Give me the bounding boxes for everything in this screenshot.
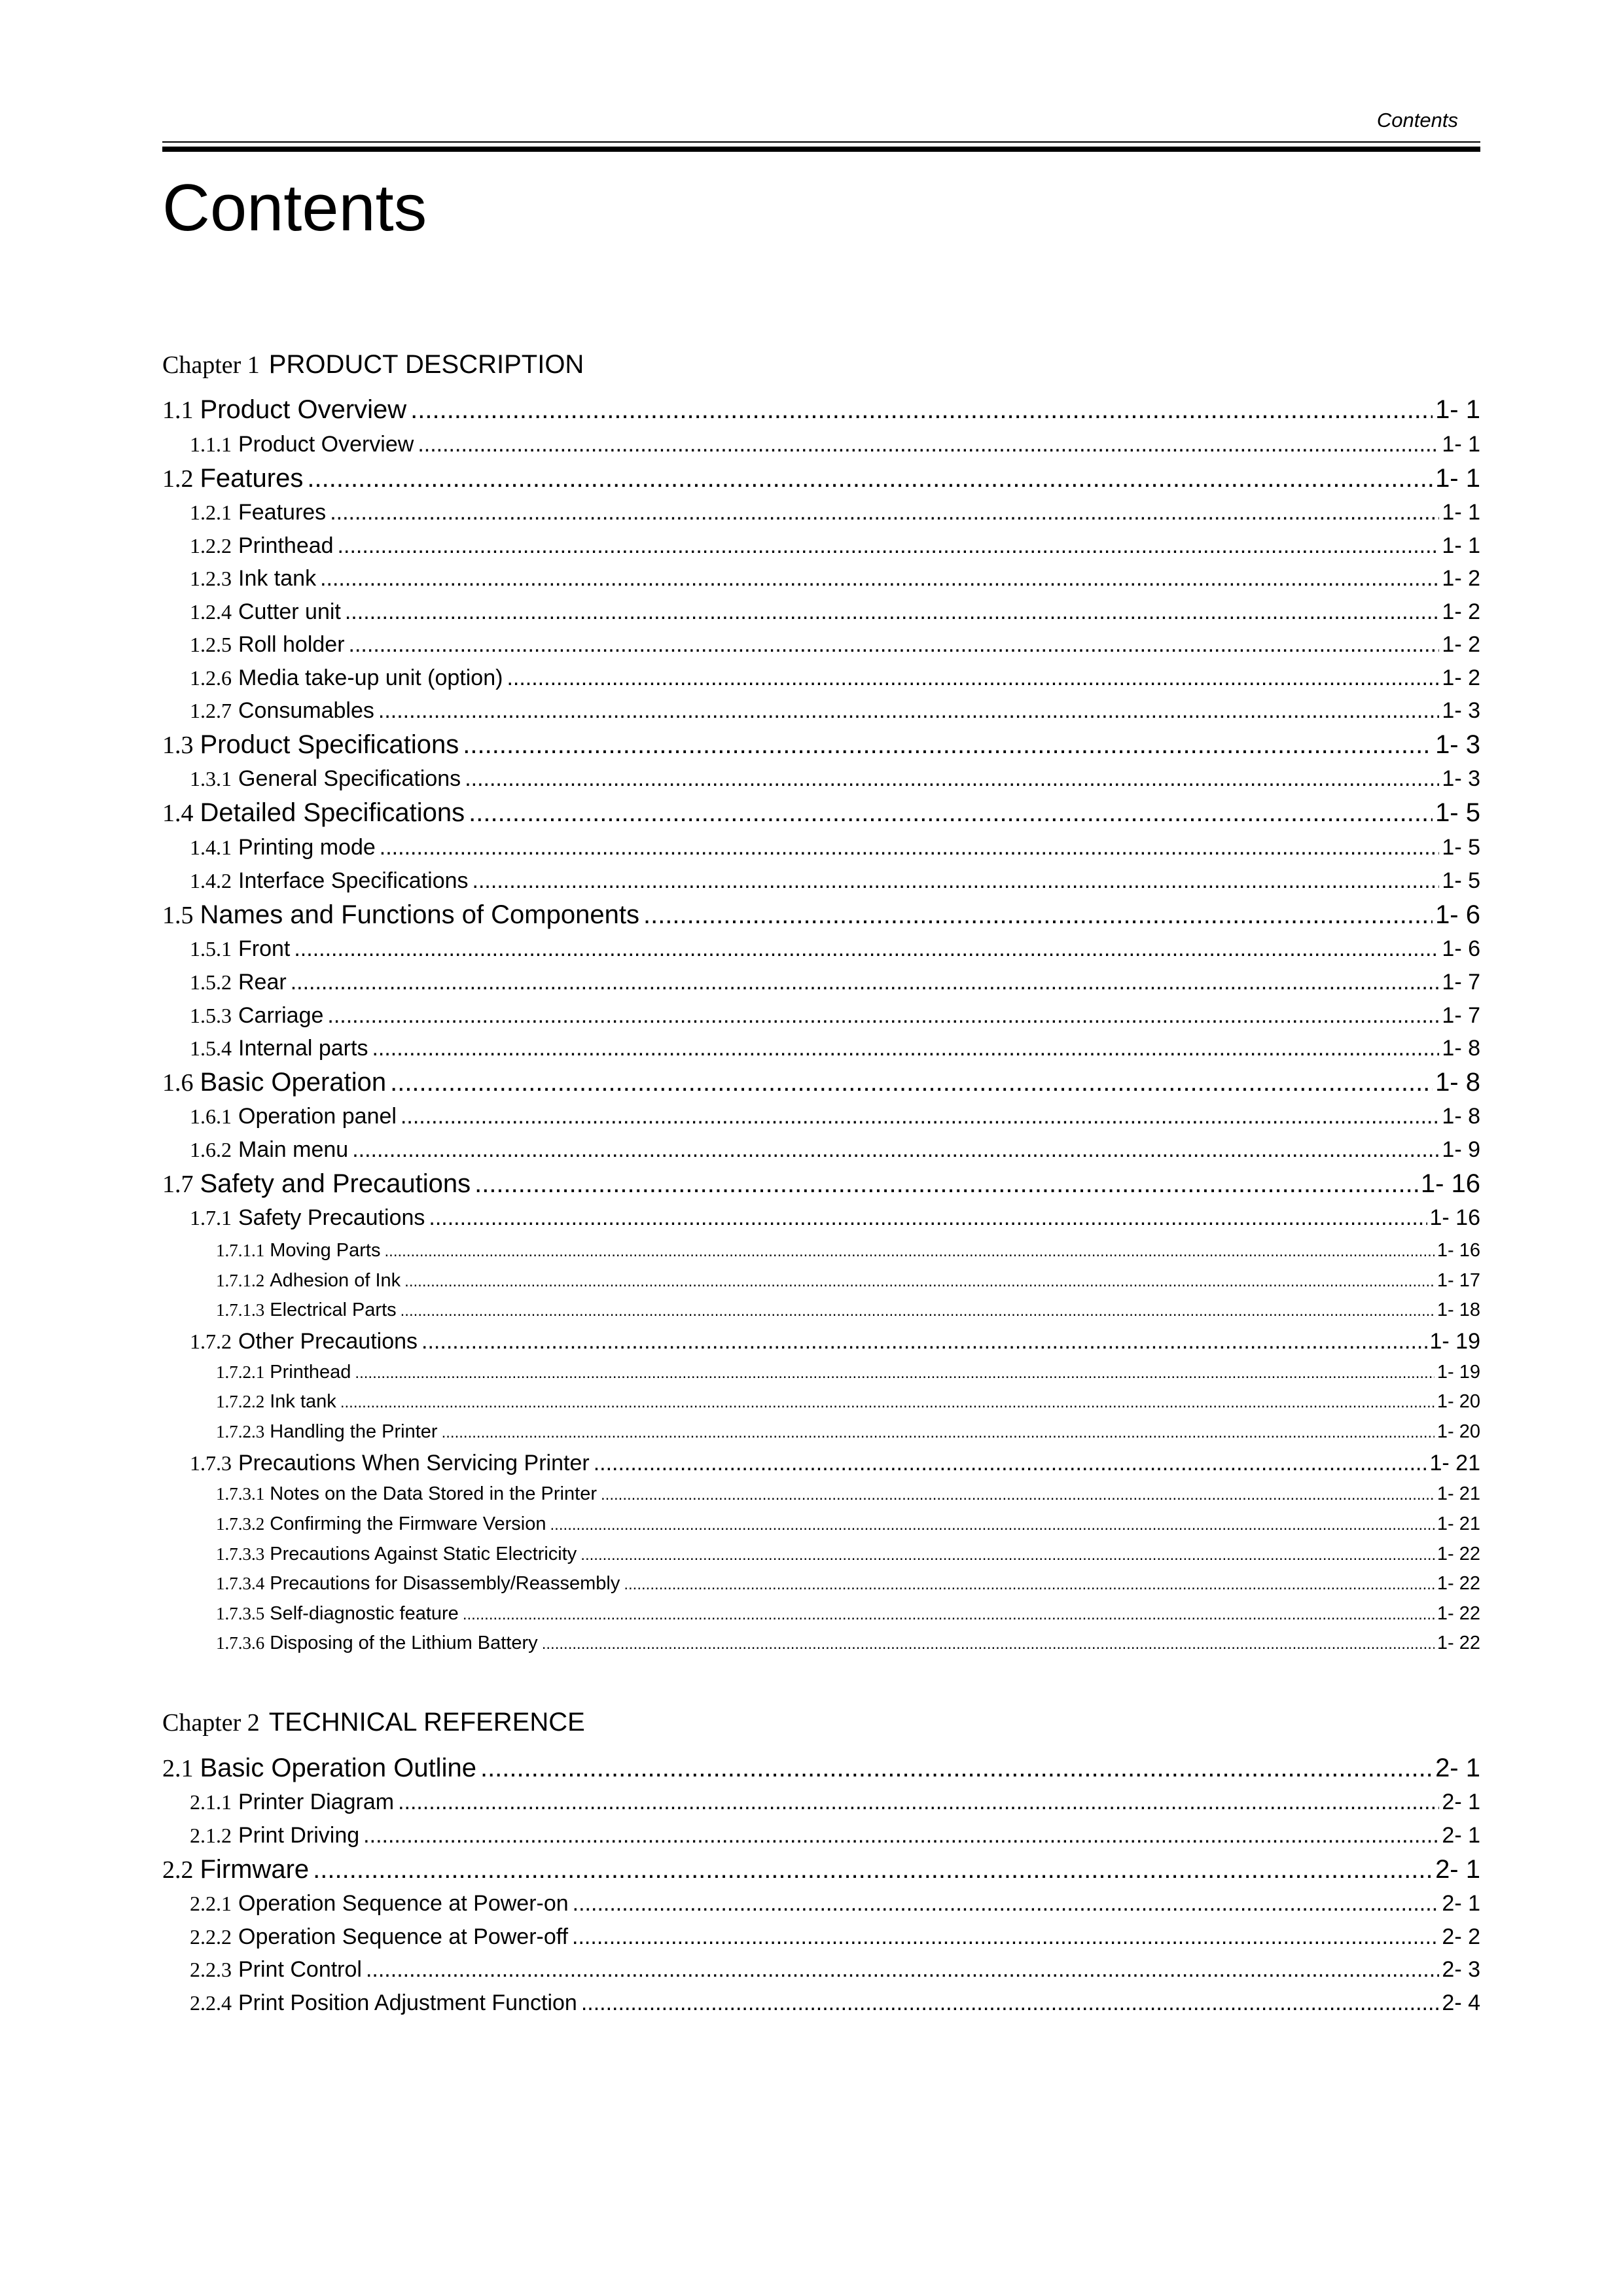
toc-entry[interactable] <box>162 868 1480 894</box>
dot-leader <box>398 1790 1439 1815</box>
entry-number: 1.2.4 <box>190 600 232 624</box>
entry-page: 1- 2 <box>1442 599 1480 624</box>
entry-title: Front <box>238 936 291 961</box>
entry-page: 1- 1 <box>1435 395 1480 424</box>
entry-number: 1.2.2 <box>190 534 232 557</box>
toc-entry[interactable] <box>162 1483 1480 1505</box>
entry-number: 1.7.3.1 <box>216 1484 265 1504</box>
entry-page: 1- 16 <box>1420 1169 1480 1198</box>
header-rule-thin <box>162 141 1480 143</box>
dot-leader <box>327 1003 1439 1029</box>
entry-number: 1.7.2.1 <box>216 1362 265 1382</box>
toc-entry[interactable] <box>162 1754 1480 1783</box>
entry-title: Safety Precautions <box>238 1205 425 1230</box>
entry-page: 1- 6 <box>1442 936 1480 961</box>
toc-entry[interactable] <box>162 1855 1480 1884</box>
entry-title: Printer Diagram <box>238 1790 395 1814</box>
dot-leader <box>294 936 1439 962</box>
entry-number: 1.7.3.3 <box>216 1544 265 1564</box>
dot-leader <box>573 1891 1440 1916</box>
entry-number: 2.2.4 <box>190 1991 232 2015</box>
entry-title: Printhead <box>270 1362 351 1383</box>
toc-entry[interactable] <box>162 1544 1480 1565</box>
entry-title: Detailed Specifications <box>200 798 465 827</box>
entry-title: Ink tank <box>270 1391 336 1412</box>
entry-number: 1.3.1 <box>190 767 232 790</box>
chapter-title: TECHNICAL REFERENCE <box>268 1708 585 1737</box>
toc-entry[interactable] <box>162 432 1480 457</box>
dot-leader <box>507 665 1439 691</box>
entry-page: 2- 4 <box>1442 1990 1480 2015</box>
chapter-heading <box>162 350 584 380</box>
dot-leader <box>572 1924 1439 1950</box>
dot-leader <box>366 1957 1439 1983</box>
dot-leader <box>320 566 1439 592</box>
toc-entry[interactable] <box>162 730 1480 760</box>
entry-number: 1.7.2 <box>190 1330 232 1353</box>
toc-entry[interactable] <box>162 1036 1480 1061</box>
dot-leader <box>401 1302 1435 1320</box>
dot-leader <box>480 1754 1433 1783</box>
entry-title: Print Control <box>238 1957 362 1982</box>
entry-page: 1- 2 <box>1442 632 1480 657</box>
dot-leader <box>352 1137 1439 1163</box>
entry-page: 1- 22 <box>1436 1633 1480 1653</box>
dot-leader <box>624 1576 1435 1594</box>
entry-page: 1- 16 <box>1429 1205 1480 1230</box>
toc-entry[interactable] <box>162 464 1480 493</box>
toc-entry[interactable] <box>162 1391 1480 1413</box>
entry-number: 1.7.3.2 <box>216 1514 265 1534</box>
entry-title: Internal parts <box>238 1036 368 1061</box>
dot-leader <box>418 432 1439 457</box>
entry-number: 1.6.2 <box>190 1138 232 1161</box>
entry-page: 2- 1 <box>1442 1790 1480 1814</box>
toc-entry[interactable] <box>162 698 1480 724</box>
dot-leader <box>594 1451 1427 1476</box>
toc-entry[interactable] <box>162 1104 1480 1129</box>
dot-leader <box>355 1364 1434 1383</box>
entry-page: 2- 1 <box>1442 1891 1480 1916</box>
dot-leader <box>473 868 1440 894</box>
entry-title: Rear <box>238 970 287 995</box>
dot-leader <box>380 835 1440 860</box>
entry-number: 1.5.4 <box>190 1036 232 1060</box>
dot-leader <box>291 970 1440 995</box>
dot-leader <box>340 1394 1435 1412</box>
dot-leader <box>442 1424 1435 1442</box>
dot-leader <box>313 1855 1433 1884</box>
entry-title: Precautions Against Static Electricity <box>270 1544 577 1564</box>
entry-page: 1- 19 <box>1436 1362 1480 1383</box>
chapter-title: PRODUCT DESCRIPTION <box>268 350 584 379</box>
toc-entry[interactable] <box>162 533 1480 559</box>
dot-leader <box>465 766 1439 792</box>
dot-leader <box>401 1104 1439 1129</box>
chapter-number: Chapter 2 <box>162 1709 260 1737</box>
entry-title: Cutter unit <box>238 599 341 624</box>
toc-entry[interactable] <box>162 1891 1480 1916</box>
toc-entry[interactable] <box>162 1299 1480 1321</box>
toc-entry[interactable] <box>162 1990 1480 2016</box>
toc-entry[interactable] <box>162 1421 1480 1443</box>
entry-title: Main menu <box>238 1137 349 1162</box>
toc-entry[interactable] <box>162 1329 1480 1354</box>
entry-title: Basic Operation <box>200 1068 387 1097</box>
dot-leader <box>429 1205 1427 1231</box>
entry-title: Confirming the Firmware Version <box>270 1513 546 1534</box>
entry-page: 1- 7 <box>1442 970 1480 995</box>
dot-leader <box>384 1243 1434 1261</box>
entry-number: 1.2.3 <box>190 567 232 590</box>
entry-page: 1- 2 <box>1442 566 1480 591</box>
entry-page: 2- 1 <box>1435 1754 1480 1782</box>
dot-leader <box>580 1546 1435 1564</box>
entry-number: 1.3 <box>162 732 194 759</box>
toc-entry[interactable] <box>162 1573 1480 1595</box>
dot-leader <box>372 1036 1439 1061</box>
toc-entry[interactable] <box>162 1513 1480 1535</box>
entry-title: Safety and Precautions <box>200 1169 471 1198</box>
dot-leader <box>474 1169 1418 1199</box>
entry-page: 1- 5 <box>1435 798 1480 827</box>
dot-leader <box>349 632 1440 658</box>
entry-number: 1.2.5 <box>190 633 232 656</box>
entry-page: 1- 22 <box>1436 1544 1480 1564</box>
toc-entry[interactable] <box>162 566 1480 592</box>
dot-leader <box>330 500 1439 525</box>
entry-page: 1- 8 <box>1442 1036 1480 1061</box>
entry-page: 2- 1 <box>1435 1855 1480 1884</box>
entry-page: 1- 21 <box>1436 1513 1480 1534</box>
entry-number: 1.5 <box>162 902 194 929</box>
toc-entry[interactable] <box>162 1003 1480 1029</box>
dot-leader <box>463 1606 1435 1624</box>
entry-title: Disposing of the Lithium Battery <box>270 1633 538 1653</box>
toc-entry[interactable] <box>162 1137 1480 1163</box>
entry-title: Handling the Printer <box>270 1421 438 1442</box>
entry-title: Operation Sequence at Power-on <box>238 1891 569 1916</box>
entry-number: 1.7 <box>162 1171 194 1198</box>
entry-title: Ink tank <box>238 566 317 591</box>
entry-title: Names and Functions of Components <box>200 900 639 929</box>
entry-page: 1- 22 <box>1436 1573 1480 1594</box>
entry-page: 1- 8 <box>1442 1104 1480 1129</box>
entry-title: Adhesion of Ink <box>270 1270 401 1291</box>
entry-number: 2.2.3 <box>190 1958 232 1981</box>
entry-number: 1.7.3 <box>190 1451 232 1475</box>
entry-page: 1- 1 <box>1442 500 1480 525</box>
toc-entry[interactable] <box>162 1169 1480 1199</box>
toc-entry[interactable] <box>162 1451 1480 1476</box>
toc-entry[interactable] <box>162 798 1480 828</box>
entry-number: 1.4 <box>162 800 194 827</box>
entry-page: 1- 2 <box>1442 665 1480 690</box>
entry-number: 1.7.2.2 <box>216 1392 265 1411</box>
entry-number: 1.4.2 <box>190 869 232 892</box>
entry-title: Other Precautions <box>238 1329 418 1354</box>
entry-number: 1.7.1 <box>190 1206 232 1229</box>
entry-page: 1- 20 <box>1436 1391 1480 1412</box>
entry-page: 1- 8 <box>1435 1068 1480 1097</box>
entry-page: 1- 1 <box>1435 464 1480 493</box>
entry-number: 1.7.3.6 <box>216 1633 265 1653</box>
toc-entry[interactable] <box>162 1068 1480 1097</box>
entry-title: Print Position Adjustment Function <box>238 1990 577 2015</box>
chapter-heading <box>162 1708 585 1737</box>
dot-leader <box>463 730 1433 760</box>
entry-title: Product Overview <box>238 432 414 457</box>
entry-title: Interface Specifications <box>238 868 469 893</box>
toc-entry[interactable] <box>162 1240 1480 1262</box>
entry-number: 1.5.1 <box>190 937 232 961</box>
entry-number: 1.7.2.3 <box>216 1422 265 1441</box>
entry-page: 1- 1 <box>1442 533 1480 558</box>
toc-entry[interactable] <box>162 1270 1480 1292</box>
entry-number: 2.1 <box>162 1755 194 1782</box>
toc-entry[interactable] <box>162 665 1480 691</box>
entry-page: 1- 20 <box>1436 1421 1480 1442</box>
dot-leader <box>307 464 1433 493</box>
toc-entry[interactable] <box>162 1823 1480 1848</box>
page-title: Contents <box>162 171 427 245</box>
entry-number: 1.1.1 <box>190 433 232 456</box>
entry-page: 1- 9 <box>1442 1137 1480 1162</box>
running-header: Contents <box>1376 109 1458 132</box>
entry-title: Basic Operation Outline <box>200 1754 476 1782</box>
entry-page: 2- 2 <box>1442 1924 1480 1949</box>
entry-page: 1- 3 <box>1442 766 1480 791</box>
dot-leader <box>550 1516 1435 1534</box>
entry-number: 2.2 <box>162 1856 194 1884</box>
entry-number: 2.1.2 <box>190 1824 232 1847</box>
dot-leader <box>345 599 1440 625</box>
entry-page: 2- 3 <box>1442 1957 1480 1982</box>
entry-page: 1- 22 <box>1436 1603 1480 1624</box>
entry-page: 1- 5 <box>1442 868 1480 893</box>
entry-number: 2.2.2 <box>190 1925 232 1949</box>
entry-title: Print Driving <box>238 1823 360 1848</box>
dot-leader <box>404 1273 1435 1291</box>
entry-page: 1- 7 <box>1442 1003 1480 1028</box>
toc-entry[interactable] <box>162 599 1480 625</box>
entry-page: 1- 6 <box>1435 900 1480 929</box>
toc-entry[interactable] <box>162 1633 1480 1654</box>
chapter-number: Chapter 1 <box>162 351 260 379</box>
entry-title: Notes on the Data Stored in the Printer <box>270 1483 597 1504</box>
entry-title: Moving Parts <box>270 1240 381 1261</box>
entry-title: Precautions When Servicing Printer <box>238 1451 590 1475</box>
entry-title: Operation panel <box>238 1104 397 1129</box>
entry-page: 1- 21 <box>1436 1483 1480 1504</box>
entry-title: Printing mode <box>238 835 376 860</box>
dot-leader <box>390 1068 1433 1097</box>
dot-leader <box>363 1823 1439 1848</box>
toc-entry[interactable] <box>162 766 1480 792</box>
toc-entry[interactable] <box>162 1924 1480 1950</box>
entry-page: 1- 18 <box>1436 1299 1480 1320</box>
entry-title: Precautions for Disassembly/Reassembly <box>270 1573 620 1594</box>
entry-page: 1- 1 <box>1442 432 1480 457</box>
dot-leader <box>643 900 1433 930</box>
toc-entry[interactable] <box>162 936 1480 962</box>
entry-title: Consumables <box>238 698 374 723</box>
dot-leader <box>542 1635 1435 1653</box>
dot-leader <box>581 1990 1440 2016</box>
entry-number: 1.5.3 <box>190 1004 232 1027</box>
dot-leader <box>601 1486 1435 1504</box>
toc-entry[interactable] <box>162 1362 1480 1383</box>
dot-leader <box>378 698 1440 724</box>
entry-title: Features <box>238 500 327 525</box>
entry-page: 1- 3 <box>1435 730 1480 759</box>
entry-title: Product Overview <box>200 395 407 424</box>
entry-number: 1.7.1.3 <box>216 1300 265 1320</box>
entry-title: Roll holder <box>238 632 345 657</box>
entry-page: 1- 19 <box>1429 1329 1480 1354</box>
entry-title: Carriage <box>238 1003 324 1028</box>
toc-entry[interactable] <box>162 395 1480 425</box>
dot-leader <box>410 395 1433 425</box>
toc-entry[interactable] <box>162 632 1480 658</box>
entry-number: 1.2.7 <box>190 699 232 722</box>
dot-leader <box>338 533 1440 559</box>
dot-leader <box>469 798 1433 828</box>
entry-number: 1.7.3.5 <box>216 1604 265 1623</box>
toc-entry[interactable] <box>162 500 1480 525</box>
entry-number: 1.4.1 <box>190 836 232 859</box>
toc-entry[interactable] <box>162 835 1480 860</box>
entry-number: 2.2.1 <box>190 1892 232 1915</box>
entry-page: 1- 17 <box>1436 1270 1480 1291</box>
toc-entry[interactable] <box>162 1205 1480 1231</box>
entry-number: 1.1 <box>162 397 194 424</box>
dot-leader <box>421 1329 1427 1354</box>
entry-title: Electrical Parts <box>270 1299 397 1320</box>
entry-number: 1.2.1 <box>190 501 232 524</box>
entry-number: 1.2.6 <box>190 666 232 690</box>
entry-page: 1- 21 <box>1429 1451 1480 1475</box>
entry-number: 1.6 <box>162 1069 194 1097</box>
entry-title: Printhead <box>238 533 334 558</box>
toc-entry[interactable] <box>162 970 1480 995</box>
entry-page: 1- 3 <box>1442 698 1480 723</box>
entry-title: Features <box>200 464 304 493</box>
entry-title: General Specifications <box>238 766 461 791</box>
entry-title: Firmware <box>200 1855 310 1884</box>
entry-title: Product Specifications <box>200 730 459 759</box>
entry-number: 1.5.2 <box>190 970 232 994</box>
entry-title: Media take-up unit (option) <box>238 665 503 690</box>
entry-number: 1.7.1.2 <box>216 1271 265 1290</box>
entry-number: 1.7.1.1 <box>216 1241 265 1260</box>
entry-title: Self-diagnostic feature <box>270 1603 459 1624</box>
entry-number: 1.2 <box>162 465 194 493</box>
header-rule-thick <box>162 147 1480 152</box>
toc-entry[interactable] <box>162 900 1480 930</box>
entry-number: 1.7.3.4 <box>216 1574 265 1593</box>
toc-entry[interactable] <box>162 1957 1480 1983</box>
entry-page: 2- 1 <box>1442 1823 1480 1848</box>
entry-page: 1- 16 <box>1436 1240 1480 1261</box>
toc-entry[interactable] <box>162 1603 1480 1625</box>
entry-title: Operation Sequence at Power-off <box>238 1924 569 1949</box>
entry-number: 2.1.1 <box>190 1790 232 1814</box>
entry-number: 1.6.1 <box>190 1104 232 1128</box>
toc-entry[interactable] <box>162 1790 1480 1815</box>
entry-page: 1- 5 <box>1442 835 1480 860</box>
